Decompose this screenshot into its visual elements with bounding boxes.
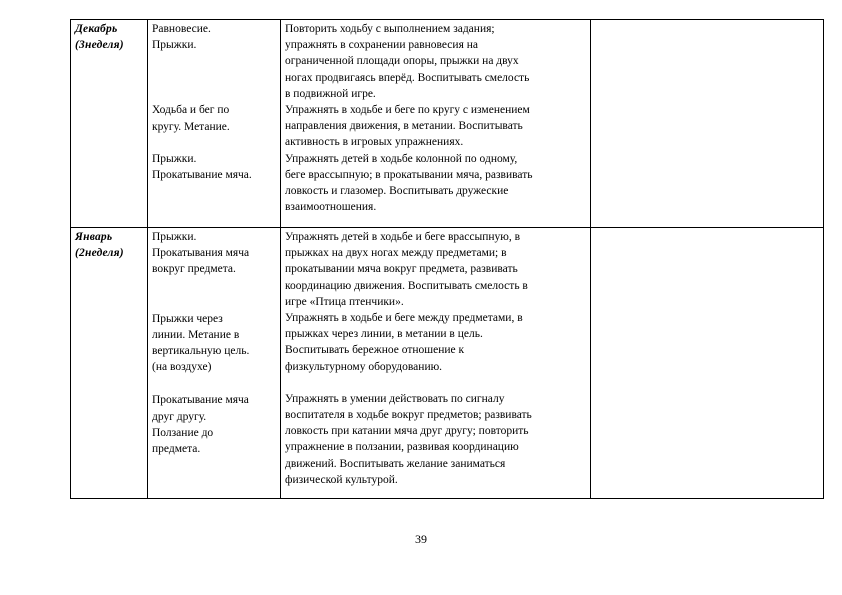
task-line: упражнять в сохранении равновесия на xyxy=(285,39,478,52)
task-line: воспитателя в ходьбе вокруг предметов; развивать xyxy=(285,409,532,422)
task-line: направления движения, в метании. Воспитывать xyxy=(285,120,523,133)
task-line: координацию движения. Воспитывать смелость в xyxy=(285,279,528,292)
task-line: движений. Воспитывать желание заниматься xyxy=(285,457,506,470)
activity-line: линии. Метание в xyxy=(152,328,240,341)
week-label: (3неделя) xyxy=(75,39,124,52)
task-line: упражнение в ползании, развивая координацию xyxy=(285,441,519,454)
task-line: Воспитывать бережное отношение к xyxy=(285,344,465,357)
table-row xyxy=(71,20,824,228)
tasks-cell xyxy=(281,228,591,499)
month-label: Январь xyxy=(75,231,113,243)
activity-line: (на воздухе) xyxy=(152,361,212,374)
activity-line: Прыжки. xyxy=(152,39,197,52)
activity-line: Прокатывание мяча. xyxy=(152,169,252,182)
task-line: ногах продвигаясь вперёд. Воспитывать смелость xyxy=(285,71,530,84)
table-row xyxy=(71,228,824,499)
month-label: Декабрь xyxy=(75,23,118,35)
month-cell xyxy=(71,20,148,228)
activity-line: Прыжки. xyxy=(152,152,197,165)
activity-line: друг другу. xyxy=(152,410,207,423)
task-line: Упражнять в умении действовать по сигналу xyxy=(285,392,505,405)
task-line: беге врассыпную; в прокатывании мяча, развивать xyxy=(285,168,533,181)
task-line: Повторить ходьбу с выполнением задания; xyxy=(285,23,495,35)
task-line: Упражнять детей в ходьбе и беге врассыпную, в xyxy=(285,231,521,243)
week-label: (2неделя) xyxy=(75,247,124,260)
activity-line: Прокатывание мяча xyxy=(152,394,249,407)
task-line: ловкость и глазомер. Воспитывать дружеские xyxy=(285,185,509,198)
task-line: в подвижной игре. xyxy=(285,87,376,100)
lesson-plan-table xyxy=(70,19,824,499)
task-line: ловкость при катании мяча друг другу; повторить xyxy=(285,425,529,438)
activity-line: Ползание до xyxy=(152,426,214,439)
activity-line: кругу. Метание. xyxy=(152,120,230,133)
notes-cell xyxy=(591,228,824,499)
task-line: ограниченной площади опоры, прыжки на двух xyxy=(285,55,519,68)
notes-cell xyxy=(591,20,824,228)
activity-cell xyxy=(148,228,281,499)
task-line: физкультурному оборудованию. xyxy=(285,360,443,373)
task-line: взаимоотношения. xyxy=(285,201,377,214)
task-line: прыжках на двух ногах между предметами; в xyxy=(285,247,507,260)
activity-line: вертикальную цель. xyxy=(152,345,250,358)
activity-line: Ходьба и бег по xyxy=(152,104,230,117)
task-line: Упражнять в ходьбе и беге между предметами, в xyxy=(285,312,523,325)
task-line: Упражнять в ходьбе и беге по кругу с изменением xyxy=(285,104,530,117)
activity-line: Прыжки. xyxy=(152,231,197,243)
page-number: 39 xyxy=(415,532,427,546)
task-line: Упражнять детей в ходьбе колонной по одному, xyxy=(285,152,518,165)
task-line: прыжках через линии, в метании в цель. xyxy=(285,328,483,341)
task-line: физической культурой. xyxy=(285,473,398,486)
activity-line: Равновесие. xyxy=(152,23,211,35)
task-line: прокатывании мяча вокруг предмета, развивать xyxy=(285,263,518,276)
activity-cell xyxy=(148,20,281,228)
activity-line: Прокатывания мяча xyxy=(152,247,250,260)
month-cell xyxy=(71,228,148,499)
activity-line: Прыжки через xyxy=(152,312,223,325)
activity-line: вокруг предмета. xyxy=(152,263,236,276)
task-line: игре «Птица птенчики». xyxy=(285,295,404,308)
tasks-cell xyxy=(281,20,591,228)
task-spacer xyxy=(285,375,586,391)
task-line: активность в игровых упражнениях. xyxy=(285,136,464,149)
activity-line: предмета. xyxy=(152,443,201,456)
